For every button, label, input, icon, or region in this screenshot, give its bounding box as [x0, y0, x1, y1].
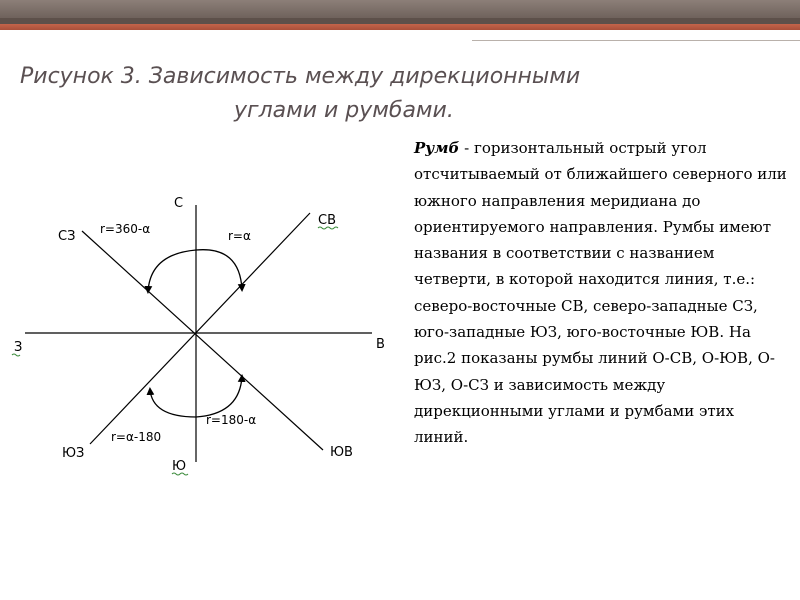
- header-stripe-accent: [0, 24, 800, 30]
- line-o-nw-se: [82, 231, 323, 450]
- arc-ne: [196, 250, 242, 290]
- arc-sw: [150, 389, 196, 417]
- label-south: Ю: [172, 459, 187, 474]
- spellcheck-underline-ne: [318, 227, 338, 229]
- formula-ne: r=α: [228, 229, 251, 243]
- definition-body: - горизонтальный острый угол отсчитываемый от ближайшего северного или южного направления меридиана до ориентируемого направления. Румбы имеют названия в соответствии с названием четверти, в которой находится линия, т.е.: северо-восточные СВ, северо-западные СЗ, юго-западные ЮЗ, юго-восточные ЮВ. На рис.2 показаны румбы линий О-СВ, О-ЮВ, О-ЮЗ, О-СЗ и зависимость между дирекционными углами и румбами этих линий.: [414, 139, 787, 447]
- label-northwest: СЗ: [58, 229, 76, 244]
- label-east: В: [376, 337, 385, 352]
- line-o-ne-sw: [90, 213, 310, 444]
- label-west: З: [14, 340, 23, 355]
- formula-nw: r=360-α: [100, 222, 151, 236]
- label-southeast: ЮВ: [330, 445, 353, 460]
- label-southwest: ЮЗ: [62, 446, 85, 461]
- header-divider: [472, 40, 800, 41]
- header-bar: [0, 0, 800, 18]
- term-rumb: Румб: [414, 139, 460, 157]
- definition-text: [414, 135, 792, 451]
- arc-nw: [148, 250, 196, 292]
- slide-title-line2: углами и румбами.: [234, 98, 454, 123]
- slide-title: [20, 60, 710, 128]
- label-north: С: [174, 196, 184, 211]
- rhumb-diagram: [0, 180, 400, 490]
- formula-se: r=180-α: [206, 413, 257, 427]
- arc-se: [196, 376, 242, 417]
- formula-sw: r=α-180: [111, 430, 162, 444]
- label-northeast: СВ: [318, 213, 336, 228]
- slide-title-line1: Рисунок 3. Зависимость между дирекционными: [20, 64, 581, 89]
